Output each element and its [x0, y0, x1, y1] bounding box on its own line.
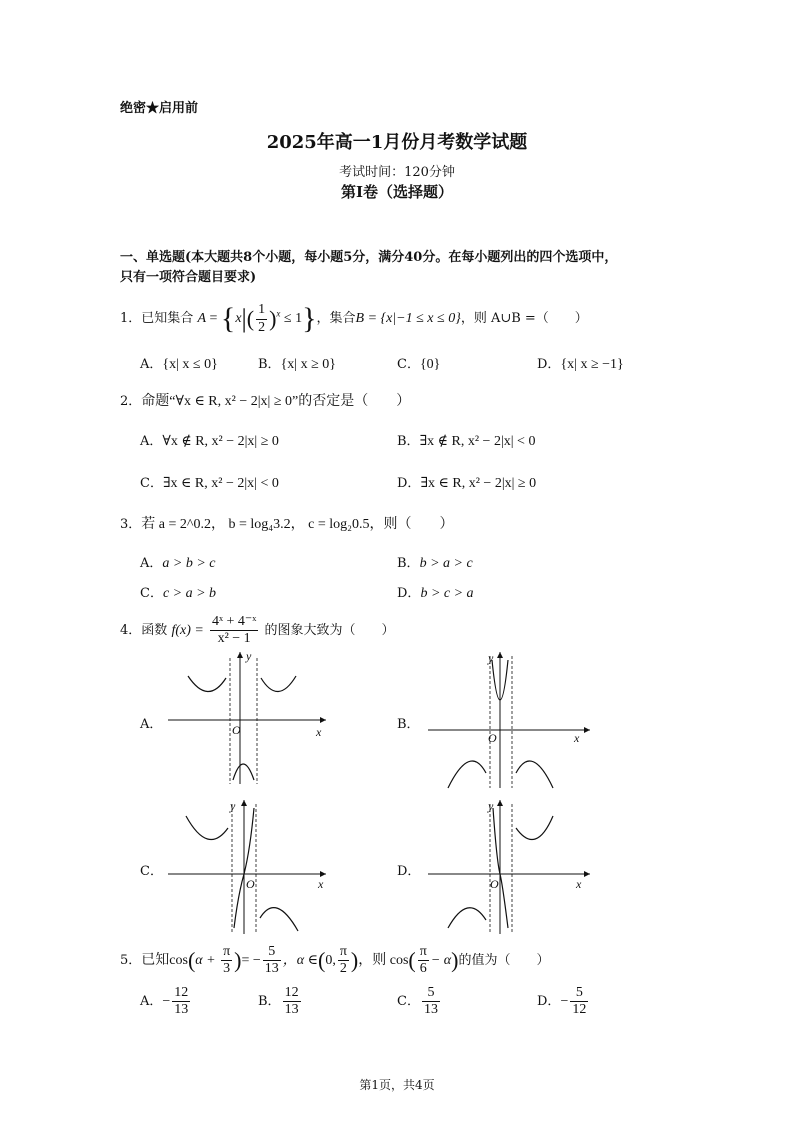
- question-2: 2．命题“∀x ∈ R, x² − 2|x| ≥ 0”的否定是（ ）: [120, 394, 411, 409]
- question-5: 5．已知cos(α + $\frac{\pi}{3}$ )= − $\frac{5}{13}$ ，α ∈(0, $\frac{\pi}{2}$ )，则 cos( $\frac{\pi}{6}$ − α)的值为（ ）: [120, 944, 550, 977]
- question-mid: ，集合: [316, 311, 356, 327]
- option-a[interactable]: A．{x| x ≤ 0}: [140, 357, 218, 372]
- svg-text:O: O: [490, 877, 499, 891]
- option-b[interactable]: B．∃x ∉ R, x² − 2|x| < 0: [397, 434, 536, 449]
- option-a[interactable]: A．− $\frac{12}{13}$: [140, 985, 189, 1018]
- set-a-expression: A = {x|( $\frac{1}{2}$ )$^x$ ≤ 1}: [197, 302, 317, 335]
- section-heading-line2: 只有一项符合题目要求): [120, 270, 257, 285]
- graph-d[interactable]: [428, 796, 598, 936]
- section-heading-line1: 一、单选题(本大题共8个小题，每小题5分，满分40分。在每小题列出的四个选项中，: [120, 250, 618, 265]
- option-c[interactable]: C． $\frac{5}{13}$: [397, 985, 438, 1018]
- graph-option-a-label[interactable]: A．: [140, 717, 163, 732]
- option-c[interactable]: C．c > a > b: [140, 586, 217, 601]
- svg-text:y: y: [230, 799, 236, 813]
- svg-text:O: O: [246, 877, 255, 891]
- option-b[interactable]: B．{x| x ≥ 0}: [258, 357, 336, 372]
- question-tail: ，则 A∪B =（ ）: [460, 311, 588, 327]
- graph-option-b-label[interactable]: B．: [397, 717, 420, 732]
- y-axis-label: y: [246, 649, 252, 663]
- volume-title: 第Ⅰ卷（选择题）: [340, 183, 454, 201]
- svg-text:x: x: [318, 877, 324, 891]
- option-c[interactable]: C．∃x ∈ R, x² − 2|x| < 0: [140, 476, 279, 491]
- svg-text:x: x: [574, 731, 580, 745]
- svg-text:y: y: [488, 799, 494, 813]
- svg-text:x: x: [576, 877, 582, 891]
- option-d[interactable]: D．{x| x ≥ −1}: [537, 357, 624, 372]
- option-d[interactable]: D．b > c > a: [397, 586, 474, 601]
- page-title: 2025年高一1月份月考数学试题: [266, 132, 528, 153]
- graph-c[interactable]: [168, 796, 333, 936]
- option-d[interactable]: D．∃x ∈ R, x² − 2|x| ≥ 0: [397, 476, 537, 491]
- origin-label: O: [232, 723, 241, 737]
- graph-option-c-label[interactable]: C．: [140, 864, 163, 879]
- svg-text:O: O: [488, 731, 497, 745]
- option-b[interactable]: B． $\frac{12}{13}$: [258, 985, 299, 1018]
- question-4: 4．函数 f(x) = $\frac{\text{4ˣ + 4⁻ˣ}}{\text{x² − 1}}$ 的图象大致为（ ）: [120, 614, 395, 647]
- secret-label: 绝密★启用前: [120, 101, 199, 116]
- option-c[interactable]: C．{0}: [397, 357, 441, 372]
- graph-a[interactable]: [168, 648, 333, 786]
- svg-text:y: y: [488, 651, 494, 665]
- graph-option-d-label[interactable]: D．: [397, 864, 421, 879]
- exam-time: 考试时间：120分钟: [339, 165, 455, 180]
- x-axis-label: x: [316, 725, 322, 739]
- question-1: [120, 302, 588, 336]
- option-b[interactable]: B．b > a > c: [397, 556, 473, 571]
- graph-b[interactable]: [428, 648, 598, 790]
- question-number: 1．: [120, 311, 142, 327]
- question-lead: 已知集合: [141, 311, 194, 327]
- function-fraction: $\frac{\text{4ˣ + 4⁻ˣ}}{\text{x² − 1}}$: [211, 614, 257, 647]
- page-footer: 第1页，共4页: [359, 1078, 435, 1092]
- option-d[interactable]: D．− $\frac{5}{12}$: [537, 985, 587, 1018]
- question-3: 3．若 a = 2^0.2， b = log₄3.2， c = log₂0.5，则（ ）: [120, 517, 454, 532]
- set-b-expression: B = {x|−1 ≤ x ≤ 0}: [355, 311, 461, 327]
- option-a[interactable]: A．a > b > c: [140, 556, 216, 571]
- option-a[interactable]: A．∀x ∉ R, x² − 2|x| ≥ 0: [140, 434, 279, 449]
